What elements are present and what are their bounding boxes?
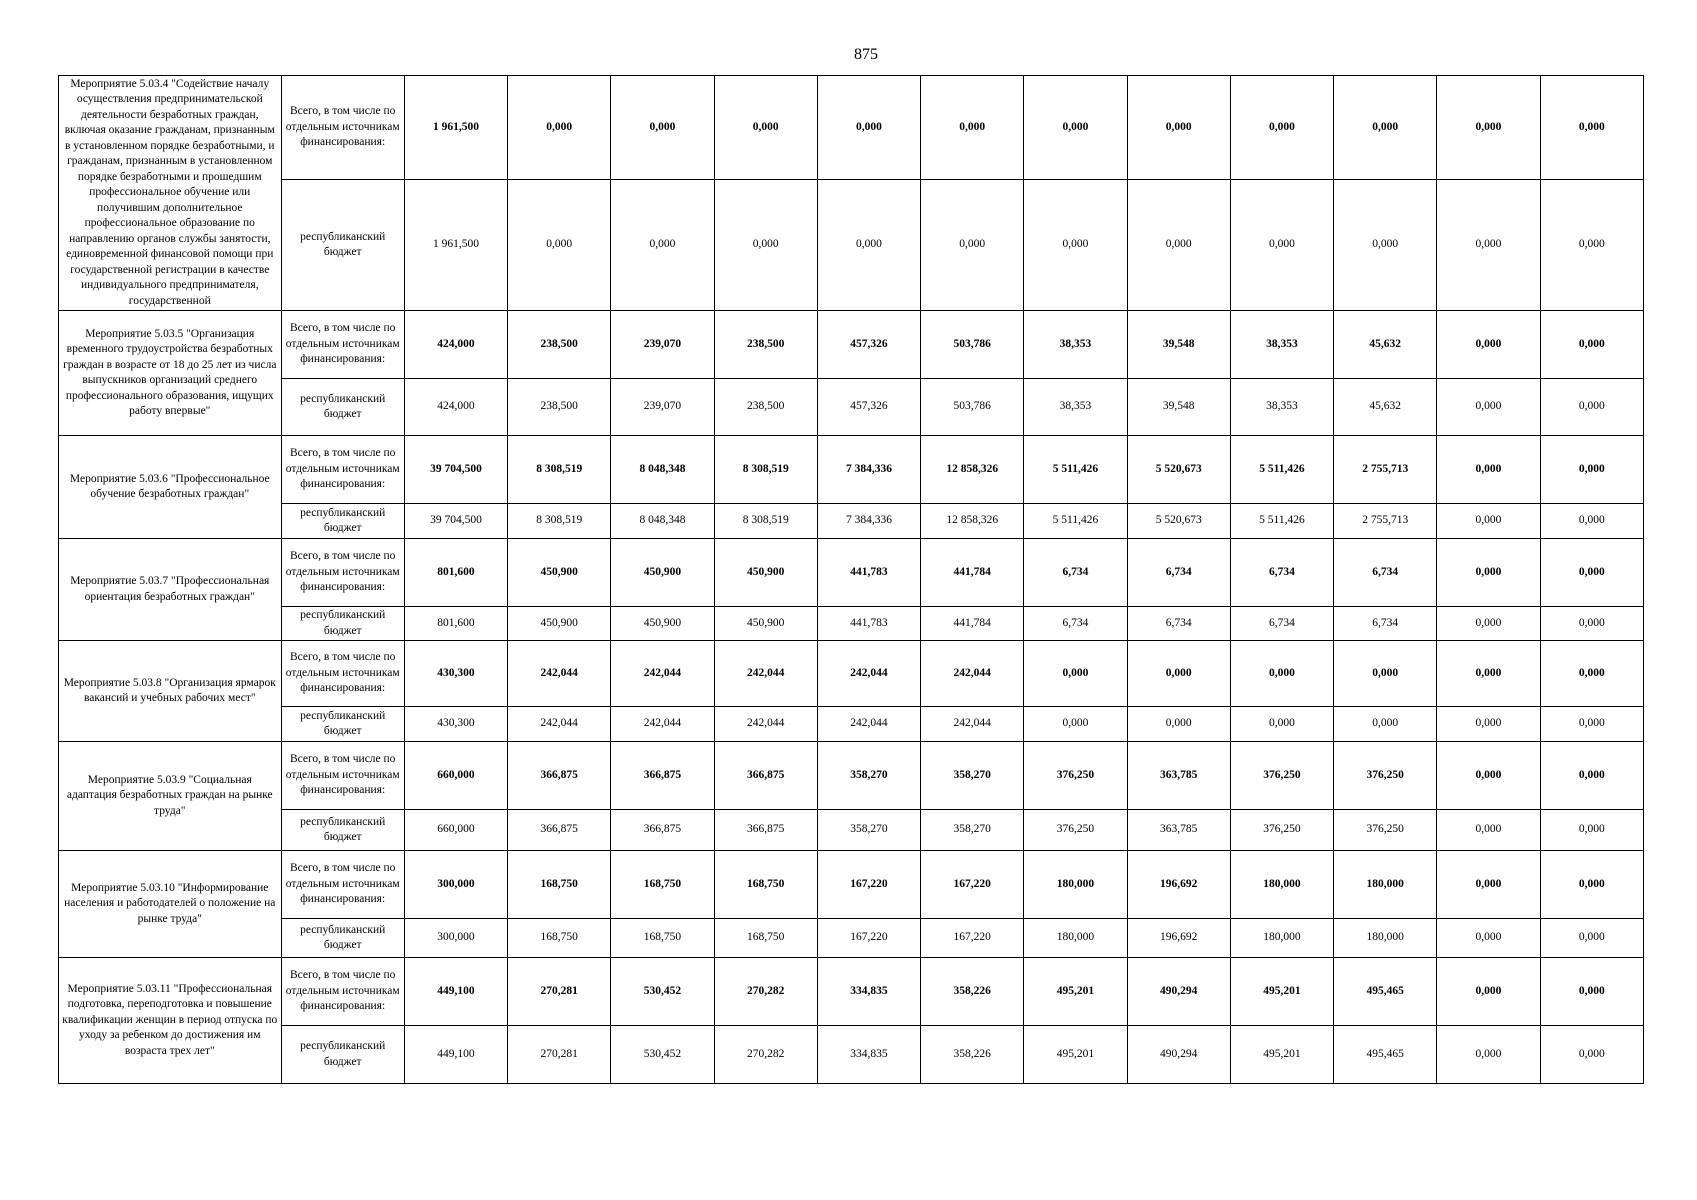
total-value-cell: 0,000 — [1540, 436, 1643, 504]
republican-value-cell: 8 308,519 — [714, 504, 817, 539]
total-value-cell: 450,900 — [714, 539, 817, 607]
republican-value-cell: 441,783 — [817, 607, 920, 641]
measure-name-cell — [59, 958, 282, 1084]
republican-value-cell: 0,000 — [817, 180, 920, 311]
total-value-cell: 0,000 — [1540, 641, 1643, 707]
funding-source-total-label: Всего, в том числе по отдельным источникам финансирования: — [281, 742, 404, 810]
total-value-cell: 5 511,426 — [1230, 436, 1333, 504]
total-value-cell: 358,270 — [921, 742, 1024, 810]
republican-value-cell: 334,835 — [817, 1026, 920, 1084]
republican-value-cell: 530,452 — [611, 1026, 714, 1084]
funding-source-total-label: Всего, в том числе по отдельным источникам финансирования: — [281, 851, 404, 919]
republican-value-cell: 0,000 — [1024, 180, 1127, 311]
total-value-cell: 334,835 — [817, 958, 920, 1026]
table-row-republican — [59, 379, 1644, 436]
table-row-republican — [59, 707, 1644, 742]
republican-value-cell: 242,044 — [817, 707, 920, 742]
republican-value-cell: 441,784 — [921, 607, 1024, 641]
funding-source-total-label: Всего, в том числе по отдельным источникам финансирования: — [281, 958, 404, 1026]
total-value-cell: 196,692 — [1127, 851, 1230, 919]
republican-value-cell: 450,900 — [508, 607, 611, 641]
total-value-cell: 39 704,500 — [404, 436, 507, 504]
total-value-cell: 0,000 — [1540, 76, 1643, 180]
republican-value-cell: 12 858,326 — [921, 504, 1024, 539]
republican-value-cell: 270,282 — [714, 1026, 817, 1084]
measure-name: Мероприятие 5.03.6 "Профессиональное обучение безработных граждан" — [69, 472, 270, 500]
total-value-cell: 300,000 — [404, 851, 507, 919]
republican-value-cell: 242,044 — [611, 707, 714, 742]
table-row-republican — [59, 180, 1644, 311]
measure-name: Мероприятие 5.03.5 "Организация временного трудоустройства безработных граждан в возрасте от 18 до 25 лет из числа выпускников организаций среднего профессионального образования, ищущих работу впервые" — [63, 327, 277, 417]
republican-value-cell: 0,000 — [1127, 180, 1230, 311]
republican-value-cell: 168,750 — [611, 919, 714, 958]
total-value-cell: 12 858,326 — [921, 436, 1024, 504]
total-value-cell: 366,875 — [714, 742, 817, 810]
total-value-cell: 270,281 — [508, 958, 611, 1026]
table-row-total — [59, 76, 1644, 180]
republican-value-cell: 0,000 — [1540, 810, 1643, 851]
total-value-cell: 180,000 — [1024, 851, 1127, 919]
republican-value-cell: 0,000 — [1437, 810, 1540, 851]
republican-value-cell: 0,000 — [1024, 707, 1127, 742]
measure-name: Мероприятие 5.03.7 "Профессиональная ориентация безработных граждан" — [70, 575, 270, 603]
republican-value-cell: 0,000 — [1437, 1026, 1540, 1084]
total-value-cell: 0,000 — [1437, 76, 1540, 180]
republican-value-cell: 495,201 — [1024, 1026, 1127, 1084]
total-value-cell: 503,786 — [921, 311, 1024, 379]
republican-value-cell: 0,000 — [1437, 504, 1540, 539]
total-value-cell: 0,000 — [714, 76, 817, 180]
republican-value-cell: 242,044 — [714, 707, 817, 742]
total-value-cell: 530,452 — [611, 958, 714, 1026]
table-row-total — [59, 851, 1644, 919]
total-value-cell: 441,784 — [921, 539, 1024, 607]
republican-value-cell: 0,000 — [1540, 607, 1643, 641]
total-value-cell: 801,600 — [404, 539, 507, 607]
republican-value-cell: 1 961,500 — [404, 180, 507, 311]
republican-value-cell: 430,300 — [404, 707, 507, 742]
total-value-cell: 0,000 — [1230, 76, 1333, 180]
republican-value-cell: 168,750 — [508, 919, 611, 958]
republican-value-cell: 358,270 — [817, 810, 920, 851]
republican-value-cell: 0,000 — [1437, 180, 1540, 311]
republican-value-cell: 358,270 — [921, 810, 1024, 851]
measure-name-cell — [59, 76, 282, 311]
table-row-republican — [59, 607, 1644, 641]
table-body — [59, 76, 1644, 1084]
total-value-cell: 6,734 — [1127, 539, 1230, 607]
republican-value-cell: 424,000 — [404, 379, 507, 436]
total-value-cell: 0,000 — [1024, 641, 1127, 707]
republican-value-cell: 495,201 — [1230, 1026, 1333, 1084]
republican-value-cell: 0,000 — [1540, 707, 1643, 742]
total-value-cell: 8 308,519 — [508, 436, 611, 504]
total-value-cell: 0,000 — [1334, 641, 1437, 707]
total-value-cell: 376,250 — [1024, 742, 1127, 810]
total-value-cell: 167,220 — [921, 851, 1024, 919]
funding-source-republican-label: республиканский бюджет — [281, 919, 404, 958]
republican-value-cell: 0,000 — [1540, 504, 1643, 539]
republican-value-cell: 7 384,336 — [817, 504, 920, 539]
table-row-republican — [59, 1026, 1644, 1084]
republican-value-cell: 6,734 — [1334, 607, 1437, 641]
measure-name: Мероприятие 5.03.9 "Социальная адаптация безработных граждан на рынке труда" — [66, 773, 273, 817]
funding-source-total-label: Всего, в том числе по отдельным источникам финансирования: — [281, 641, 404, 707]
republican-value-cell: 0,000 — [1230, 180, 1333, 311]
total-value-cell: 168,750 — [714, 851, 817, 919]
republican-value-cell: 0,000 — [921, 180, 1024, 311]
total-value-cell: 270,282 — [714, 958, 817, 1026]
total-value-cell: 242,044 — [508, 641, 611, 707]
republican-value-cell: 300,000 — [404, 919, 507, 958]
total-value-cell: 242,044 — [714, 641, 817, 707]
total-value-cell: 6,734 — [1230, 539, 1333, 607]
total-value-cell: 38,353 — [1230, 311, 1333, 379]
republican-value-cell: 363,785 — [1127, 810, 1230, 851]
republican-value-cell: 6,734 — [1127, 607, 1230, 641]
total-value-cell: 490,294 — [1127, 958, 1230, 1026]
total-value-cell: 0,000 — [1540, 539, 1643, 607]
total-value-cell: 0,000 — [611, 76, 714, 180]
republican-value-cell: 0,000 — [1334, 707, 1437, 742]
republican-value-cell: 39 704,500 — [404, 504, 507, 539]
measure-name-cell — [59, 742, 282, 851]
measure-name-cell — [59, 641, 282, 742]
republican-value-cell: 238,500 — [714, 379, 817, 436]
total-value-cell: 0,000 — [1540, 958, 1643, 1026]
total-value-cell: 0,000 — [921, 76, 1024, 180]
total-value-cell: 2 755,713 — [1334, 436, 1437, 504]
total-value-cell: 0,000 — [1437, 958, 1540, 1026]
funding-source-republican-label: республиканский бюджет — [281, 1026, 404, 1084]
total-value-cell: 495,465 — [1334, 958, 1437, 1026]
total-value-cell: 0,000 — [1230, 641, 1333, 707]
table-row-republican — [59, 919, 1644, 958]
page-number: 875 — [854, 46, 878, 63]
funding-source-republican-label: республиканский бюджет — [281, 607, 404, 641]
total-value-cell: 8 308,519 — [714, 436, 817, 504]
republican-value-cell: 376,250 — [1230, 810, 1333, 851]
total-value-cell: 238,500 — [508, 311, 611, 379]
total-value-cell: 242,044 — [611, 641, 714, 707]
table-row-republican — [59, 810, 1644, 851]
measure-name-cell — [59, 436, 282, 539]
table-row-total — [59, 742, 1644, 810]
table-row-total — [59, 311, 1644, 379]
funding-source-republican-label: республиканский бюджет — [281, 707, 404, 742]
total-value-cell: 0,000 — [1437, 851, 1540, 919]
total-value-cell: 0,000 — [1127, 76, 1230, 180]
republican-value-cell: 376,250 — [1024, 810, 1127, 851]
total-value-cell: 495,201 — [1230, 958, 1333, 1026]
republican-value-cell: 6,734 — [1024, 607, 1127, 641]
republican-value-cell: 366,875 — [508, 810, 611, 851]
total-value-cell: 239,070 — [611, 311, 714, 379]
measure-name: Мероприятие 5.03.10 "Информирование населения и работодателей о положение на рынке труда" — [64, 881, 276, 925]
total-value-cell: 366,875 — [508, 742, 611, 810]
total-value-cell: 238,500 — [714, 311, 817, 379]
republican-value-cell: 238,500 — [508, 379, 611, 436]
republican-value-cell: 0,000 — [611, 180, 714, 311]
total-value-cell: 6,734 — [1024, 539, 1127, 607]
total-value-cell: 366,875 — [611, 742, 714, 810]
total-value-cell: 39,548 — [1127, 311, 1230, 379]
total-value-cell: 457,326 — [817, 311, 920, 379]
measure-name: Мероприятие 5.03.8 "Организация ярмарок вакансий и учебных рабочих мест" — [63, 676, 276, 704]
republican-value-cell: 270,281 — [508, 1026, 611, 1084]
funding-source-total-label: Всего, в том числе по отдельным источникам финансирования: — [281, 311, 404, 379]
republican-value-cell: 242,044 — [508, 707, 611, 742]
republican-value-cell: 0,000 — [714, 180, 817, 311]
republican-value-cell: 490,294 — [1127, 1026, 1230, 1084]
total-value-cell: 0,000 — [1127, 641, 1230, 707]
funding-source-republican-label: республиканский бюджет — [281, 504, 404, 539]
measure-name-cell — [59, 539, 282, 641]
total-value-cell: 168,750 — [508, 851, 611, 919]
funding-source-republican-label: республиканский бюджет — [281, 180, 404, 311]
total-value-cell: 0,000 — [1540, 742, 1643, 810]
total-value-cell: 38,353 — [1024, 311, 1127, 379]
total-value-cell: 242,044 — [921, 641, 1024, 707]
total-value-cell: 441,783 — [817, 539, 920, 607]
table-row-total — [59, 539, 1644, 607]
total-value-cell: 0,000 — [1437, 539, 1540, 607]
table-row-total — [59, 958, 1644, 1026]
republican-value-cell: 358,226 — [921, 1026, 1024, 1084]
total-value-cell: 449,100 — [404, 958, 507, 1026]
republican-value-cell: 6,734 — [1230, 607, 1333, 641]
total-value-cell: 5 520,673 — [1127, 436, 1230, 504]
total-value-cell: 376,250 — [1230, 742, 1333, 810]
republican-value-cell: 196,692 — [1127, 919, 1230, 958]
total-value-cell: 0,000 — [1437, 641, 1540, 707]
total-value-cell: 0,000 — [1437, 311, 1540, 379]
republican-value-cell: 5 511,426 — [1230, 504, 1333, 539]
total-value-cell: 180,000 — [1334, 851, 1437, 919]
republican-value-cell: 8 048,348 — [611, 504, 714, 539]
total-value-cell: 0,000 — [1437, 742, 1540, 810]
total-value-cell: 6,734 — [1334, 539, 1437, 607]
total-value-cell: 1 961,500 — [404, 76, 507, 180]
republican-value-cell: 0,000 — [1540, 379, 1643, 436]
total-value-cell: 0,000 — [817, 76, 920, 180]
total-value-cell: 0,000 — [1540, 851, 1643, 919]
republican-value-cell: 239,070 — [611, 379, 714, 436]
republican-value-cell: 168,750 — [714, 919, 817, 958]
republican-value-cell: 8 308,519 — [508, 504, 611, 539]
funding-source-total-label: Всего, в том числе по отдельным источникам финансирования: — [281, 76, 404, 180]
republican-value-cell: 457,326 — [817, 379, 920, 436]
republican-value-cell: 801,600 — [404, 607, 507, 641]
republican-value-cell: 0,000 — [1540, 919, 1643, 958]
republican-value-cell: 0,000 — [1127, 707, 1230, 742]
republican-value-cell: 167,220 — [921, 919, 1024, 958]
republican-value-cell: 0,000 — [1437, 707, 1540, 742]
total-value-cell: 8 048,348 — [611, 436, 714, 504]
total-value-cell: 363,785 — [1127, 742, 1230, 810]
total-value-cell: 45,632 — [1334, 311, 1437, 379]
measure-name: Мероприятие 5.03.11 "Профессиональная подготовка, переподготовка и повышение квалификации женщин в период отпуска по уходу за ребенком до достижения им возраста трех лет" — [62, 982, 278, 1057]
republican-value-cell: 0,000 — [508, 180, 611, 311]
funding-source-republican-label: республиканский бюджет — [281, 379, 404, 436]
republican-value-cell: 38,353 — [1230, 379, 1333, 436]
total-value-cell: 358,270 — [817, 742, 920, 810]
total-value-cell: 660,000 — [404, 742, 507, 810]
total-value-cell: 450,900 — [611, 539, 714, 607]
measure-name-cell — [59, 311, 282, 436]
total-value-cell: 168,750 — [611, 851, 714, 919]
total-value-cell: 495,201 — [1024, 958, 1127, 1026]
republican-value-cell: 0,000 — [1334, 180, 1437, 311]
funding-source-republican-label: республиканский бюджет — [281, 810, 404, 851]
total-value-cell: 0,000 — [1024, 76, 1127, 180]
republican-value-cell: 495,465 — [1334, 1026, 1437, 1084]
republican-value-cell: 38,353 — [1024, 379, 1127, 436]
republican-value-cell: 660,000 — [404, 810, 507, 851]
republican-value-cell: 450,900 — [611, 607, 714, 641]
republican-value-cell: 366,875 — [611, 810, 714, 851]
total-value-cell: 0,000 — [1437, 436, 1540, 504]
republican-value-cell: 0,000 — [1437, 379, 1540, 436]
republican-value-cell: 180,000 — [1334, 919, 1437, 958]
republican-value-cell: 366,875 — [714, 810, 817, 851]
republican-value-cell: 167,220 — [817, 919, 920, 958]
republican-value-cell: 242,044 — [921, 707, 1024, 742]
republican-value-cell: 39,548 — [1127, 379, 1230, 436]
republican-value-cell: 5 511,426 — [1024, 504, 1127, 539]
republican-value-cell: 2 755,713 — [1334, 504, 1437, 539]
republican-value-cell: 45,632 — [1334, 379, 1437, 436]
republican-value-cell: 0,000 — [1437, 607, 1540, 641]
republican-value-cell: 503,786 — [921, 379, 1024, 436]
funding-source-total-label: Всего, в том числе по отдельным источникам финансирования: — [281, 436, 404, 504]
total-value-cell: 424,000 — [404, 311, 507, 379]
total-value-cell: 242,044 — [817, 641, 920, 707]
republican-value-cell: 0,000 — [1437, 919, 1540, 958]
budget-table — [58, 75, 1644, 1084]
funding-source-total-label: Всего, в том числе по отдельным источникам финансирования: — [281, 539, 404, 607]
total-value-cell: 376,250 — [1334, 742, 1437, 810]
republican-value-cell: 376,250 — [1334, 810, 1437, 851]
republican-value-cell: 5 520,673 — [1127, 504, 1230, 539]
republican-value-cell: 0,000 — [1540, 180, 1643, 311]
republican-value-cell: 180,000 — [1024, 919, 1127, 958]
total-value-cell: 5 511,426 — [1024, 436, 1127, 504]
measure-name: Мероприятие 5.03.4 "Содействие началу осуществления предпринимательской деятельности безработных граждан, включая оказание гражданам, признанным в установленном порядке безработными, и гражданам, признанным в установленном порядке безработными и прошедшим профессиональное обучение или получившим дополнительное профессиональное образование по направлению органов службы занятости, единовременной финансовой помощи при государственной регистрации в качестве индивидуального предпринимателя, государственной — [64, 77, 275, 307]
total-value-cell: 167,220 — [817, 851, 920, 919]
table-row-republican — [59, 504, 1644, 539]
total-value-cell: 0,000 — [1334, 76, 1437, 180]
table-row-total — [59, 641, 1644, 707]
republican-value-cell: 450,900 — [714, 607, 817, 641]
republican-value-cell: 180,000 — [1230, 919, 1333, 958]
total-value-cell: 7 384,336 — [817, 436, 920, 504]
total-value-cell: 450,900 — [508, 539, 611, 607]
table-row-total — [59, 436, 1644, 504]
total-value-cell: 0,000 — [1540, 311, 1643, 379]
total-value-cell: 358,226 — [921, 958, 1024, 1026]
measure-name-cell — [59, 851, 282, 958]
republican-value-cell: 0,000 — [1540, 1026, 1643, 1084]
total-value-cell: 0,000 — [508, 76, 611, 180]
republican-value-cell: 0,000 — [1230, 707, 1333, 742]
republican-value-cell: 449,100 — [404, 1026, 507, 1084]
total-value-cell: 430,300 — [404, 641, 507, 707]
total-value-cell: 180,000 — [1230, 851, 1333, 919]
